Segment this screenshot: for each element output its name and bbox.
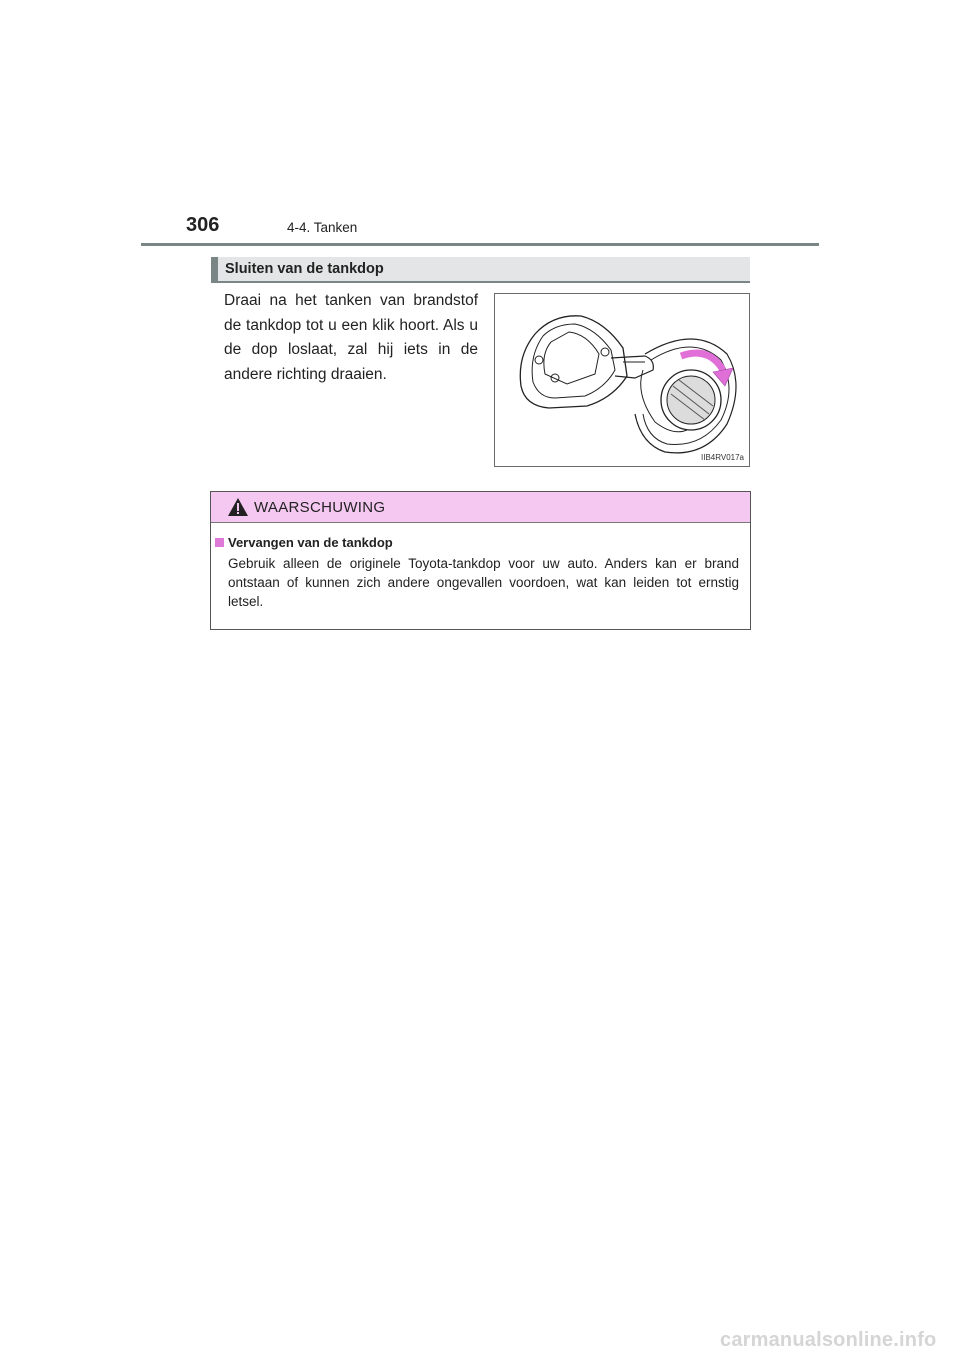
- page-number: 306: [186, 214, 220, 236]
- warning-header: [211, 492, 750, 523]
- warning-item-text: Gebruik alleen de originele Toyota-tankdop voor uw auto. Anders kan er brand ontstaan of kunnen zich andere ongevallen voordoen, wat kan leiden tot ernstig letsel.: [228, 556, 739, 609]
- subheading-title: Sluiten van de tankdop: [225, 261, 384, 277]
- fuel-cap-drawing: [495, 294, 749, 466]
- watermark: carmanualsonline.info: [720, 1329, 937, 1351]
- warning-title: WAARSCHUWING: [254, 499, 386, 516]
- warning-item-heading: [215, 535, 393, 550]
- subheading-accent: [211, 257, 218, 283]
- page-header: [186, 214, 786, 244]
- bullet-square-icon: [215, 538, 224, 547]
- figure-code: IIB4RV017a: [701, 453, 744, 462]
- section-title: 4-4. Tanken: [287, 220, 358, 235]
- warning-box: [210, 491, 751, 630]
- warning-triangle-icon: [227, 497, 249, 517]
- fuel-cap-illustration: [494, 293, 750, 467]
- header-divider: [141, 243, 819, 246]
- subheading-bar: [211, 257, 750, 283]
- warning-item-heading-text: Vervangen van de tankdop: [228, 535, 393, 550]
- instruction-text: Draai na het tanken van brandstof de tankdop tot u een klik hoort. Als u de dop loslaat, zal hij iets in de andere richting draaien.: [224, 292, 478, 383]
